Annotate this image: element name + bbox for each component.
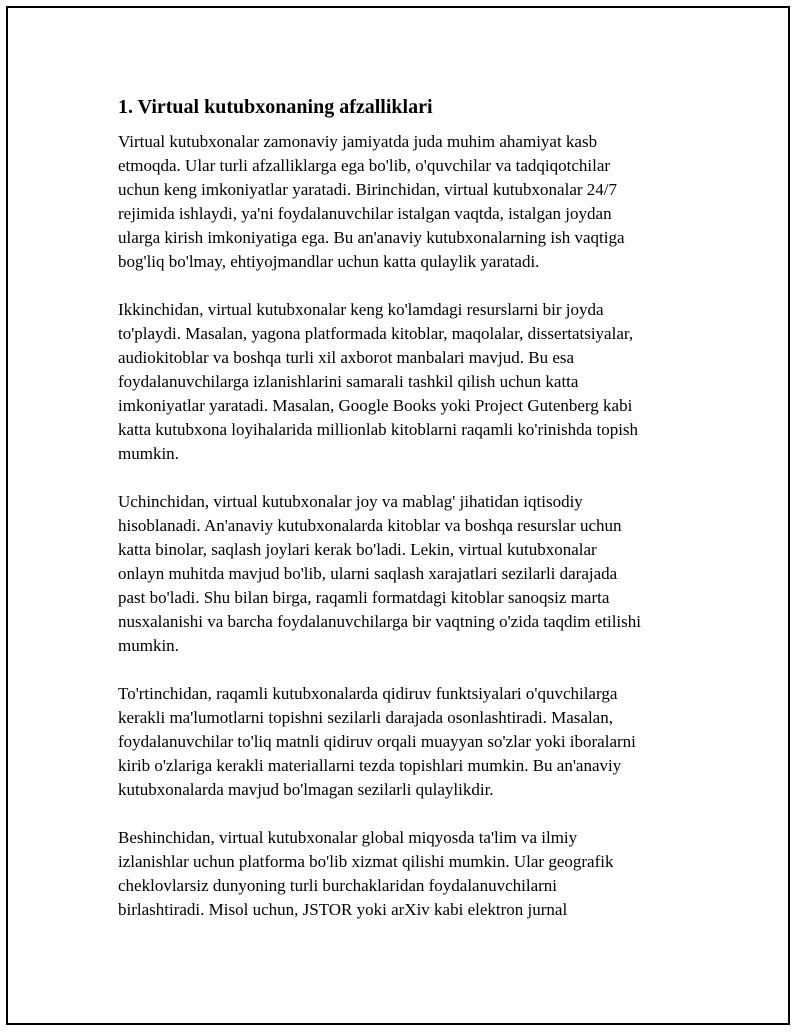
text-line: birlashtiradi. Misol uchun, JSTOR yoki arXiv kabi elektron jurnal [118, 900, 568, 919]
paragraph-5 [118, 826, 693, 922]
paragraph-1 [118, 130, 693, 274]
text-line: audiokitoblar va boshqa turli xil axborot manbalari mavjud. Bu esa [118, 348, 575, 367]
text-line: Ikkinchidan, virtual kutubxonalar keng ko'lamdagi resurslarni bir joyda [118, 300, 604, 319]
text-line: Virtual kutubxonalar zamonaviy jamiyatda juda muhim ahamiyat kasb [118, 132, 598, 151]
text-line: hisoblanadi. An'anaviy kutubxonalarda kitoblar va boshqa resurslar uchun [118, 516, 622, 535]
text-line: Beshinchidan, virtual kutubxonalar global miqyosda ta'lim va ilmiy [118, 828, 578, 847]
document-body [118, 94, 693, 946]
text-line: etmoqda. Ular turli afzalliklarga ega bo'lib, o'quvchilar va tadqiqotchilar [118, 156, 611, 175]
text-line: foydalanuvchilarga izlanishlarini samarali tashkil qilish uchun katta [118, 372, 579, 391]
text-line: cheklovlarsiz dunyoning turli burchaklaridan foydalanuvchilarni [118, 876, 558, 895]
text-line: kutubxonalarda mavjud bo'lmagan sezilarli qulaylikdir. [118, 780, 494, 799]
text-line: to'playdi. Masalan, yagona platformada kitoblar, maqolalar, dissertatsiyalar, [118, 324, 634, 343]
text-line: past bo'ladi. Shu bilan birga, raqamli formatdagi kitoblar sanoqsiz marta [118, 588, 610, 607]
text-line: mumkin. [118, 636, 179, 655]
text-line: imkoniyatlar yaratadi. Masalan, Google Books yoki Project Gutenberg kabi [118, 396, 633, 415]
paragraph-4 [118, 682, 693, 802]
text-line: bog'liq bo'lmay, ehtiyojmandlar uchun katta qulaylik yaratadi. [118, 252, 540, 271]
text-line: Uchinchidan, virtual kutubxonalar joy va mablag' jihatidan iqtisodiy [118, 492, 583, 511]
paragraph-2 [118, 298, 693, 466]
text-line: ularga kirish imkoniyatiga ega. Bu an'anaviy kutubxonalarning ish vaqtiga [118, 228, 625, 247]
text-line: kerakli ma'lumotlarni topishni sezilarli darajada osonlashtiradi. Masalan, [118, 708, 613, 727]
text-line: To'rtinchidan, raqamli kutubxonalarda qidiruv funktsiyalari o'quvchilarga [118, 684, 618, 703]
text-line: mumkin. [118, 444, 179, 463]
text-line: nusxalanishi va barcha foydalanuvchilarga bir vaqtning o'zida taqdim etilishi [118, 612, 641, 631]
text-line: katta kutubxona loyihalarida millionlab kitoblarni raqamli ko'rinishda topish [118, 420, 639, 439]
text-line: izlanishlar uchun platforma bo'lib xizmat qilishi mumkin. Ular geografik [118, 852, 614, 871]
text-line: kirib o'zlariga kerakli materiallarni tezda topishlari mumkin. Bu an'anaviy [118, 756, 622, 775]
paragraph-3 [118, 490, 693, 658]
text-line: foydalanuvchilar to'liq matnli qidiruv orqali muayyan so'zlar yoki iboralarni [118, 732, 636, 751]
text-line: onlayn muhitda mavjud bo'lib, ularni saqlash xarajatlari sezilarli darajada [118, 564, 618, 583]
text-line: rejimida ishlaydi, ya'ni foydalanuvchilar istalgan vaqtda, istalgan joydan [118, 204, 612, 223]
text-line: katta binolar, saqlash joylari kerak bo'ladi. Lekin, virtual kutubxonalar [118, 540, 597, 559]
section-heading: 1. Virtual kutubxonaning afzalliklari [118, 96, 433, 118]
text-line: uchun keng imkoniyatlar yaratadi. Birinchidan, virtual kutubxonalar 24/7 [118, 180, 618, 199]
